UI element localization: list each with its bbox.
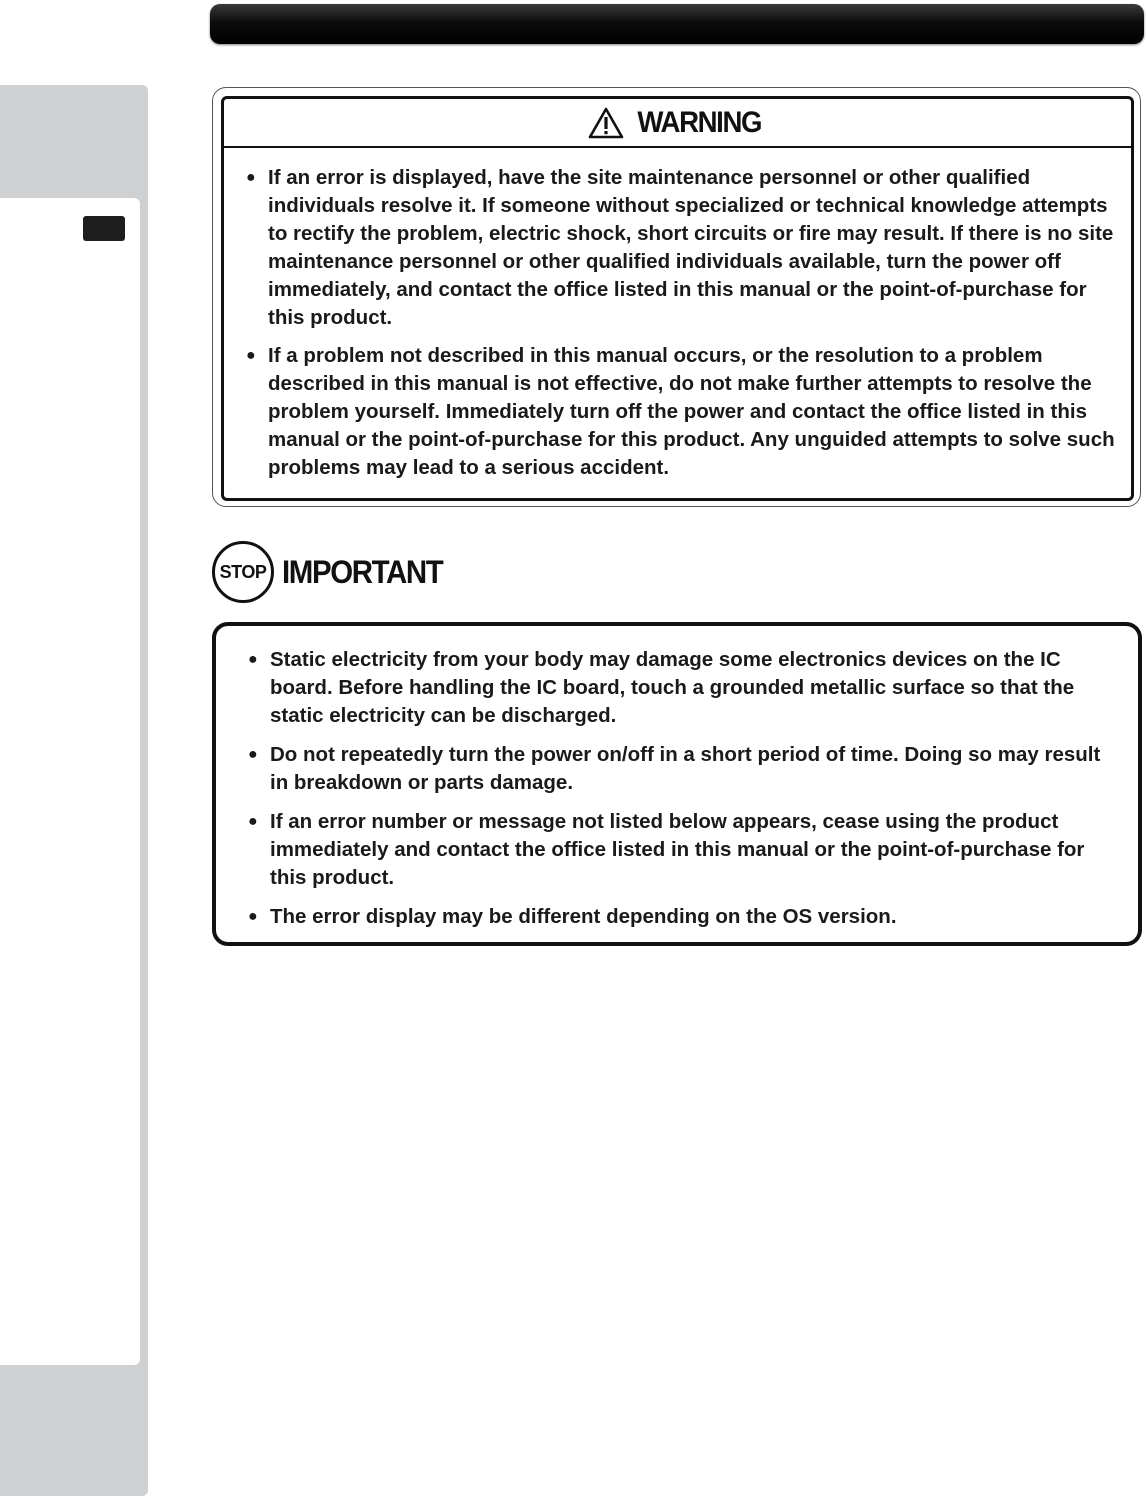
bullet-icon: ● xyxy=(248,813,258,830)
warning-header xyxy=(224,99,1131,148)
important-item xyxy=(226,741,1124,797)
warning-title: WARNING xyxy=(637,105,762,139)
warning-item-text: If an error is displayed, have the site maintenance personnel or other qualified individuals resolve it. If someone without specialized or technical knowledge attempts to rectify the problem, electric shock, short circuits or fire may result. If there is no site maintenance personnel or other qualified individuals available, turn the power off immediately, and contact the office listed in this manual or the point-of-purchase for this product. xyxy=(268,166,1114,329)
bullet-icon: ● xyxy=(248,908,258,925)
warning-item xyxy=(224,342,1117,482)
important-list xyxy=(226,646,1124,931)
bullet-icon: ● xyxy=(246,347,256,364)
important-item-text: If an error number or message not listed below appears, cease using the product immediately and contact the office listed in this manual or the point-of-purchase for this product. xyxy=(270,810,1085,889)
important-item-text: The error display may be different depending on the OS version. xyxy=(270,905,897,928)
important-item-text: Static electricity from your body may damage some electronics devices on the IC board. Before handling the IC board, touch a grounded metallic surface so that the static electricity can be discharged. xyxy=(270,648,1075,727)
important-box xyxy=(212,622,1142,946)
warning-triangle-icon xyxy=(588,107,624,139)
page-header-bar xyxy=(210,4,1144,44)
bullet-icon: ● xyxy=(248,746,258,763)
bullet-icon: ● xyxy=(248,651,258,668)
important-item xyxy=(226,903,1124,931)
important-title: IMPORTANT xyxy=(282,553,443,590)
warning-list xyxy=(224,148,1131,482)
warning-item-text: If a problem not described in this manual occurs, or the resolution to a problem described in this manual is not effective, do not make further attempts to resolve the problem yourself. Immediately turn off the power and contact the office listed in this manual or the point-of-purchase for this product. Any unguided attempts to solve such problems may lead to a serious accident. xyxy=(268,344,1115,479)
important-heading xyxy=(212,538,456,606)
warning-box xyxy=(221,96,1134,501)
chapter-side-tab-inner xyxy=(0,198,140,1365)
stop-label: STOP xyxy=(219,561,267,582)
stop-icon xyxy=(212,541,274,603)
warning-item xyxy=(224,164,1117,332)
important-item-text: Do not repeatedly turn the power on/off in a short period of time. Doing so may result in breakdown or parts damage. xyxy=(270,743,1101,794)
chapter-marker xyxy=(83,216,125,241)
bullet-icon: ● xyxy=(246,169,256,186)
important-item xyxy=(226,808,1124,892)
important-item xyxy=(226,646,1124,730)
